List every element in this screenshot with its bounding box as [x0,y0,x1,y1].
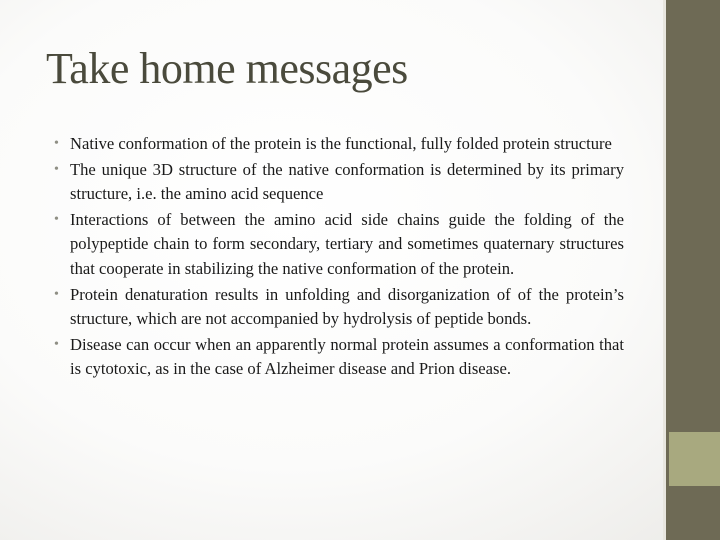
bullet-text: Interactions of between the amino acid side chains guide the folding of the polypeptide chain to form secondary, tertiary and sometimes quaternary structures that cooperate in stabilizing the native conformation of the protein. [70,209,624,278]
bullet-icon: • [54,336,59,352]
bullet-text: The unique 3D structure of the native conformation is determined by its primary structure, i.e. the amino acid sequence [70,159,624,204]
bullet-item [46,283,624,332]
bullet-icon: • [54,161,59,177]
sidebar-accent-block [669,432,720,486]
bullet-text: Protein denaturation results in unfolding and disorganization of of the protein’s structure, which are not accompanied by hydrolysis of peptide bonds. [70,284,624,329]
bullet-text: Native conformation of the protein is the functional, fully folded protein structure [70,134,612,153]
bullet-icon: • [54,211,59,227]
bullet-item [46,132,624,157]
slide-title: Take home messages [46,44,408,93]
bullet-item [46,333,624,382]
bullet-icon: • [54,136,59,151]
bullet-icon: • [54,286,59,302]
bullet-item [46,208,624,282]
bullet-text: Disease can occur when an apparently normal protein assumes a conformation that is cytotoxic, as in the case of Alzheimer disease and Prion disease. [70,334,624,379]
bullet-list [46,132,624,383]
bullet-item [46,158,624,207]
